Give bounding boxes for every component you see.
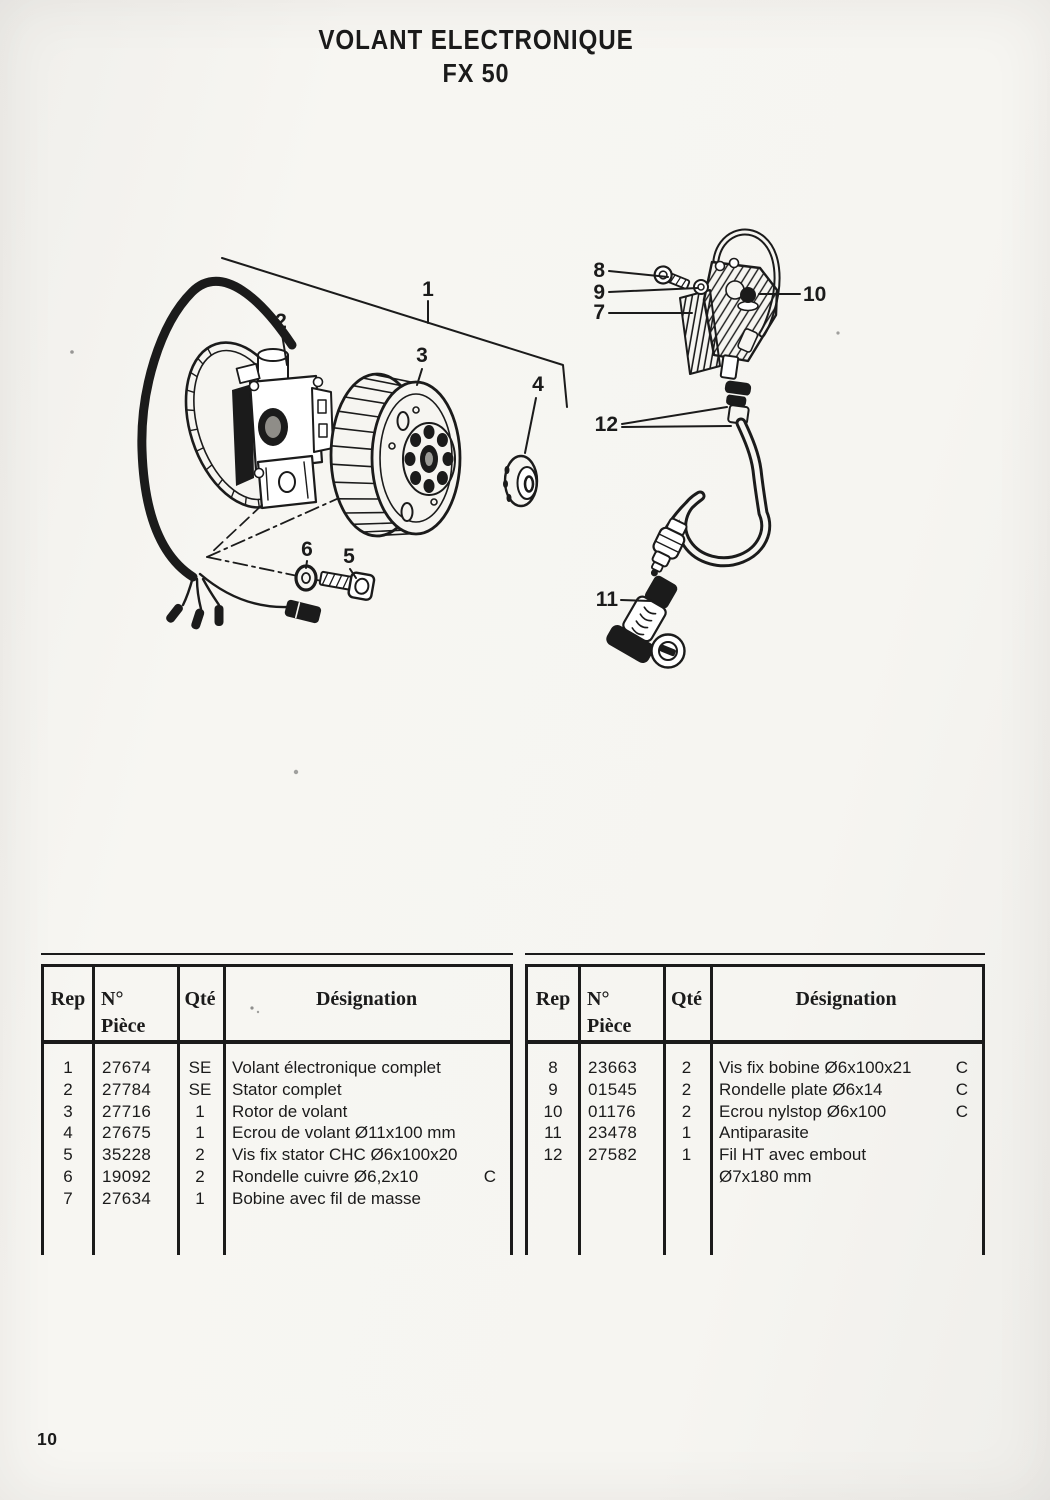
table-divider: [177, 967, 180, 1255]
part-designation: [223, 1144, 510, 1166]
stator-screw-drawing: [318, 567, 375, 601]
part-designation-text: Vis fix bobine Ø6x100x21: [719, 1058, 912, 1077]
part-number: 01176: [588, 1101, 637, 1121]
part-designation-text: Stator complet: [232, 1079, 342, 1099]
callout-3: 3: [416, 344, 428, 367]
stator-drawing: [166, 328, 333, 554]
ignition-coil-drawing: [652, 232, 777, 424]
part-number: 19092: [102, 1166, 152, 1186]
part-rep: 6: [63, 1166, 73, 1186]
part-number: 35228: [102, 1145, 152, 1165]
part-designation-text: Vis fix stator CHC Ø6x100x20: [232, 1145, 458, 1165]
table-divider: [223, 967, 226, 1255]
part-rep: 1: [63, 1058, 73, 1077]
part-number: 27674: [102, 1058, 152, 1077]
part-number: 27675: [102, 1123, 152, 1143]
part-number: 27582: [588, 1145, 638, 1165]
ht-wire-drawing: [641, 423, 766, 582]
part-number: 23478: [588, 1123, 638, 1143]
column-header-rep: Rep: [50, 988, 86, 1010]
part-designation-text: Antiparasite: [719, 1123, 809, 1143]
coil-washer: [694, 280, 708, 294]
callout-7: 7: [593, 301, 605, 324]
part-designation: [710, 1057, 982, 1079]
table-body-right: [528, 1044, 982, 1188]
part-number: 27784: [102, 1079, 152, 1099]
callout-6: 6: [301, 538, 313, 561]
part-qty: 2: [195, 1166, 205, 1186]
column-header-designation: Désignation: [315, 988, 418, 1010]
part-designation-text: Ecrou de volant Ø11x100 mm: [232, 1123, 456, 1143]
part-designation: [223, 1101, 510, 1123]
part-rep: 4: [63, 1123, 73, 1143]
column-header-qty: Qté: [184, 988, 216, 1010]
callout-12: 12: [594, 413, 618, 436]
part-designation: [710, 1079, 982, 1101]
part-qty: 1: [195, 1188, 205, 1208]
part-designation-text: Rondelle cuivre Ø6,2x10: [232, 1166, 419, 1186]
part-rep: 5: [63, 1145, 73, 1165]
table-divider: [578, 967, 581, 1255]
part-designation: [710, 1122, 982, 1144]
piece-header-line1: N°: [587, 988, 610, 1010]
wire-terminal: [165, 602, 224, 630]
part-designation: [223, 1166, 510, 1188]
part-designation: [223, 1079, 510, 1101]
table-body-left: [44, 1044, 510, 1210]
title-line1: VOLANT ELECTRONIQUE: [318, 24, 634, 55]
part-rep: 12: [543, 1145, 563, 1165]
spark-plug-cap-drawing: [604, 568, 688, 668]
part-rep: 11: [544, 1123, 562, 1143]
part-qty: 1: [195, 1123, 205, 1143]
column-header-piece: [92, 986, 177, 1040]
part-number: 27716: [102, 1101, 152, 1121]
part-designation-text: Rondelle plate Ø6x14: [719, 1079, 883, 1099]
column-header-rep: Rep: [535, 988, 571, 1010]
part-rep: 8: [548, 1058, 558, 1077]
washer-drawing: [296, 566, 316, 590]
ht-grommet: [723, 380, 752, 408]
part-designation-text: Rotor de volant: [232, 1101, 348, 1121]
callout-8: 8: [593, 259, 605, 282]
flywheel-nut-drawing: [503, 456, 537, 506]
page-number: 10: [37, 1429, 58, 1449]
part-designation: [223, 1188, 510, 1210]
column-header-piece: [578, 986, 663, 1040]
part-qty: 1: [195, 1101, 205, 1121]
part-rep: 9: [548, 1079, 558, 1099]
part-qty: 2: [681, 1058, 692, 1077]
part-qty: 2: [195, 1145, 205, 1165]
piece-header-line1: N°: [101, 988, 124, 1010]
part-rep: 3: [63, 1101, 73, 1121]
part-qty: 2: [681, 1101, 692, 1121]
callout-10: 10: [803, 283, 827, 306]
part-designation-suffix: C: [955, 1079, 968, 1099]
part-qty: SE: [188, 1058, 212, 1077]
part-designation: [223, 1122, 510, 1144]
title-line2: FX 50: [442, 58, 510, 88]
column-header-qty: Qté: [670, 988, 703, 1010]
part-designation-suffix: C: [955, 1101, 968, 1121]
part-designation-line2: Ø7x180 mm: [719, 1166, 812, 1186]
piece-header-line2: Pièce: [101, 1015, 146, 1037]
part-designation: [710, 1144, 982, 1188]
callout-5: 5: [343, 545, 355, 568]
rotor-drawing: [331, 374, 460, 536]
part-rep: 10: [543, 1101, 563, 1121]
part-designation: [223, 1057, 510, 1079]
part-designation-suffix: C: [483, 1166, 496, 1186]
parts-table-right: [525, 964, 985, 1255]
part-qty: SE: [188, 1079, 212, 1099]
part-number: 23663: [588, 1058, 638, 1077]
piece-header-line2: Pièce: [587, 1015, 632, 1037]
callout-2: 2: [275, 310, 287, 333]
part-designation-suffix: C: [955, 1058, 968, 1077]
part-rep: 7: [63, 1188, 73, 1208]
part-number: 01545: [588, 1079, 638, 1099]
part-designation-text: Bobine avec fil de masse: [232, 1188, 421, 1208]
callout-9: 9: [593, 281, 605, 304]
callout-4: 4: [532, 373, 544, 396]
part-designation-text: Volant électronique complet: [232, 1058, 441, 1077]
part-qty: 1: [681, 1145, 692, 1165]
part-designation-text: Fil HT avec embout: [719, 1145, 867, 1165]
part-qty: 1: [681, 1123, 692, 1143]
table-divider: [710, 967, 713, 1255]
wire-connector: [284, 599, 322, 624]
table-divider: [663, 967, 666, 1255]
table-divider: [92, 967, 95, 1255]
part-number: 27634: [102, 1188, 152, 1208]
table-header-row: [528, 967, 982, 1044]
part-designation: [710, 1101, 982, 1123]
part-rep: 2: [63, 1079, 73, 1099]
callout-11: 11: [595, 588, 618, 611]
parts-table-left: [41, 964, 513, 1255]
column-header-designation: Désignation: [795, 988, 897, 1010]
part-qty: 2: [681, 1079, 692, 1099]
part-designation-text: Ecrou nylstop Ø6x100: [719, 1101, 887, 1121]
table-header-row: [44, 967, 510, 1044]
callout-1: 1: [422, 278, 434, 301]
